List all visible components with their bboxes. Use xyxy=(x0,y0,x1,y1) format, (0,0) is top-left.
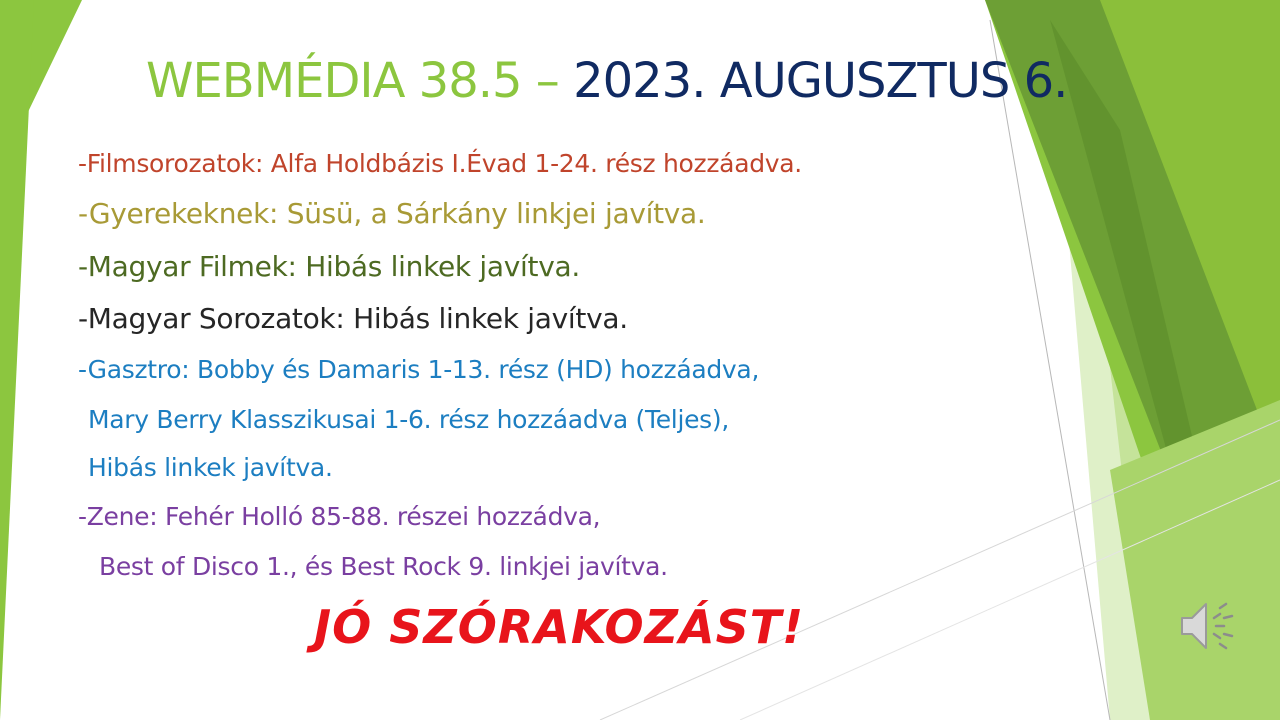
title-separator: – xyxy=(521,53,574,109)
update-line-zene-cont: Best of Disco 1., és Best Rock 9. linkjei javítva. xyxy=(99,552,668,581)
title-edition: WEBMÉDIA 38.5 xyxy=(146,53,522,109)
left-green-strip xyxy=(0,0,34,720)
slide-title xyxy=(146,46,1067,116)
title-date: 2023. AUGUSZTUS 6. xyxy=(573,53,1068,109)
update-line-gasztro-cont-2: Hibás linkek javítva. xyxy=(88,453,333,482)
closing-message: JÓ SZÓRAKOZÁST! xyxy=(314,600,805,654)
update-line-gasztro-cont-1: Mary Berry Klasszikusai 1-6. rész hozzáadva (Teljes), xyxy=(88,405,730,434)
update-line-gasztro: -Gasztro: Bobby és Damaris 1-13. rész (HD) hozzáadva, xyxy=(78,355,760,384)
update-line-magyar-filmek: -Magyar Filmek: Hibás linkek javítva. xyxy=(78,250,580,283)
update-line-zene: -Zene: Fehér Holló 85-88. részei hozzádva, xyxy=(78,502,601,531)
update-line-filmsorozatok: -Filmsorozatok: Alfa Holdbázis I.Évad 1-24. rész hozzáadva. xyxy=(78,149,802,178)
update-line-magyar-sorozatok: -Magyar Sorozatok: Hibás linkek javítva. xyxy=(78,302,628,335)
speaker-icon[interactable] xyxy=(1178,596,1240,656)
update-line-gyerekeknek: -Gyerekeknek: Süsü, a Sárkány linkjei javítva. xyxy=(78,197,706,230)
